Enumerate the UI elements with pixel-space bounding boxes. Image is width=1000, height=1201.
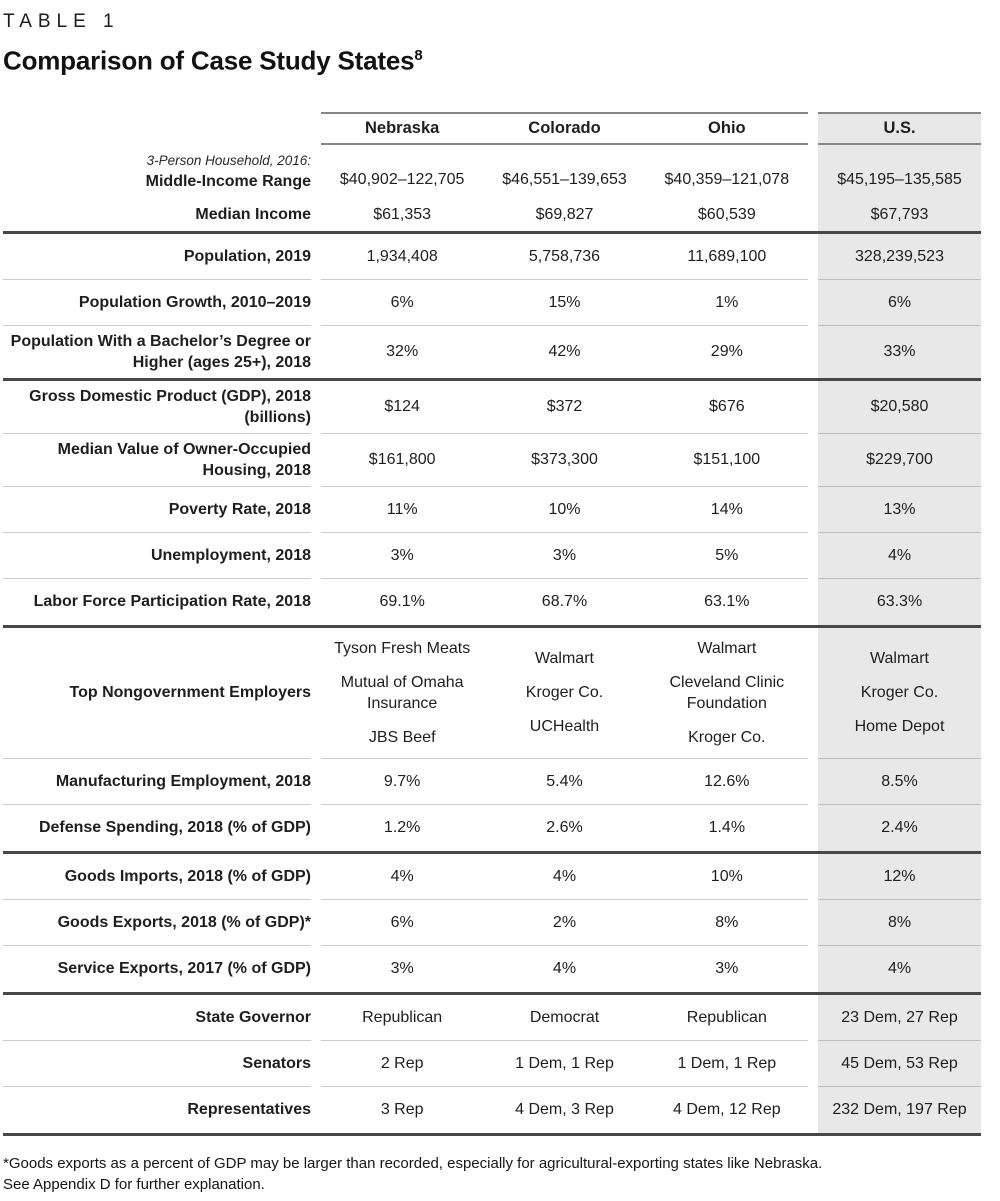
table-row xyxy=(3,579,981,625)
row-label xyxy=(3,579,311,625)
footnote-line-2: See Appendix D for further explanation. xyxy=(3,1175,265,1193)
row-label-text: Gross Domestic Product (GDP), 2018 (billions) xyxy=(29,387,311,426)
table-row xyxy=(3,280,981,326)
cell-colorado: 10% xyxy=(548,500,581,518)
column-gap xyxy=(808,854,818,900)
table-row xyxy=(3,234,981,280)
column-gap xyxy=(311,326,321,378)
cell-us: $20,580 xyxy=(818,381,981,434)
cell-colorado: 42% xyxy=(548,343,581,361)
cell-colorado: 3% xyxy=(552,546,577,564)
table-header-row xyxy=(3,112,981,145)
row-label xyxy=(3,1087,311,1133)
cell-nebraska xyxy=(321,628,483,758)
cell-colorado: 4% xyxy=(552,960,577,978)
section-divider xyxy=(3,1133,981,1136)
column-gap xyxy=(808,995,818,1041)
header-label-spacer xyxy=(3,112,311,145)
cell-nebraska: $161,800 xyxy=(368,451,436,469)
cell-colorado: 68.7% xyxy=(541,593,588,611)
cell-ohio: 8% xyxy=(715,913,739,931)
column-header-us: U.S. xyxy=(818,112,981,145)
state-value-cells xyxy=(321,900,808,946)
state-value-cells xyxy=(321,198,808,231)
row-label xyxy=(3,234,311,280)
cell-nebraska: 3 Rep xyxy=(380,1101,424,1119)
employer-item: Mutual of Omaha Insurance xyxy=(340,673,464,712)
row-label xyxy=(3,434,311,487)
state-value-cells xyxy=(321,854,808,900)
employer-list xyxy=(526,648,603,737)
column-gap xyxy=(311,628,321,759)
column-gap xyxy=(808,900,818,946)
table-row xyxy=(3,628,981,759)
column-gap xyxy=(808,579,818,625)
state-value-cells xyxy=(321,381,808,434)
row-label-text: Senators xyxy=(242,1054,311,1072)
cell-ohio: 3% xyxy=(715,960,739,978)
column-gap xyxy=(311,234,321,280)
table-row xyxy=(3,759,981,805)
column-gap xyxy=(311,487,321,533)
column-gap xyxy=(808,1087,818,1133)
cell-us: 2.4% xyxy=(818,805,981,851)
cell-colorado: 5,758,736 xyxy=(528,247,601,265)
column-gap xyxy=(808,946,818,992)
state-value-cells xyxy=(321,145,808,198)
column-gap xyxy=(311,995,321,1041)
state-value-cells xyxy=(321,628,808,759)
cell-colorado: $373,300 xyxy=(531,451,598,469)
cell-nebraska: Republican xyxy=(362,1008,443,1026)
cell-us xyxy=(818,628,981,759)
cell-us: 45 Dem, 53 Rep xyxy=(818,1041,981,1087)
state-value-cells xyxy=(321,1041,808,1087)
cell-us: $67,793 xyxy=(818,198,981,231)
employer-item: Walmart xyxy=(870,650,929,668)
row-caption: 3-Person Household, 2016: xyxy=(146,152,311,168)
row-label-text: Poverty Rate, 2018 xyxy=(168,500,311,518)
state-value-cells xyxy=(321,1087,808,1133)
cell-colorado: 4 Dem, 3 Rep xyxy=(515,1101,614,1119)
cell-us: 6% xyxy=(818,280,981,326)
table-row xyxy=(3,381,981,434)
cell-ohio: 63.1% xyxy=(704,593,750,611)
employer-item: Kroger Co. xyxy=(525,684,604,702)
cell-ohio: $676 xyxy=(709,398,745,416)
cell-ohio xyxy=(646,628,808,758)
column-gap xyxy=(808,628,818,759)
cell-ohio: $40,359–121,078 xyxy=(664,170,790,188)
column-gap xyxy=(311,579,321,625)
table-row xyxy=(3,995,981,1041)
cell-nebraska: 32% xyxy=(386,343,419,361)
column-gap xyxy=(808,198,818,231)
state-value-cells xyxy=(321,234,808,280)
employer-item: Cleveland Clinic Foundation xyxy=(669,673,785,712)
cell-us: 8.5% xyxy=(818,759,981,805)
row-label-text: Median Value of Owner-Occupied Housing, 2018 xyxy=(57,440,311,479)
column-gap xyxy=(311,1087,321,1133)
cell-colorado: 1 Dem, 1 Rep xyxy=(515,1054,614,1072)
cell-us: 4% xyxy=(818,533,981,579)
cell-us: 232 Dem, 197 Rep xyxy=(818,1087,981,1133)
comparison-table xyxy=(3,112,981,1136)
row-label xyxy=(3,280,311,326)
column-gap xyxy=(311,381,321,434)
cell-ohio: 14% xyxy=(710,500,743,518)
employer-item: UCHealth xyxy=(529,718,600,736)
state-value-cells xyxy=(321,280,808,326)
table-row xyxy=(3,1041,981,1087)
footnotes xyxy=(3,1153,981,1195)
cell-ohio: 4 Dem, 12 Rep xyxy=(673,1101,781,1119)
row-label-text: Service Exports, 2017 (% of GDP) xyxy=(57,960,311,978)
table-row xyxy=(3,854,981,900)
employer-item: Tyson Fresh Meats xyxy=(334,639,471,657)
column-header-ohio: Ohio xyxy=(708,118,746,137)
column-gap xyxy=(311,198,321,231)
cell-ohio: 11,689,100 xyxy=(687,247,767,265)
column-gap xyxy=(311,900,321,946)
cell-us: 63.3% xyxy=(818,579,981,625)
state-value-cells xyxy=(321,995,808,1041)
row-label xyxy=(3,145,311,198)
cell-nebraska: 9.7% xyxy=(383,772,421,790)
table-row xyxy=(3,145,981,198)
table-row xyxy=(3,198,981,231)
column-gap xyxy=(311,1041,321,1087)
row-label xyxy=(3,198,311,231)
column-gap xyxy=(311,946,321,992)
row-label-text: Median Income xyxy=(195,205,311,223)
state-value-cells xyxy=(321,759,808,805)
cell-ohio: 1 Dem, 1 Rep xyxy=(677,1054,777,1072)
state-columns-header xyxy=(321,112,808,145)
employer-list xyxy=(855,648,945,737)
row-label-text: Top Nongovernment Employers xyxy=(69,684,311,702)
row-label xyxy=(3,487,311,533)
row-label xyxy=(3,946,311,992)
cell-colorado: Democrat xyxy=(529,1008,600,1026)
cell-ohio: 1% xyxy=(715,293,739,311)
row-label-text: Middle-Income Range xyxy=(145,172,311,190)
row-label xyxy=(3,854,311,900)
cell-nebraska: 3% xyxy=(390,546,414,564)
footnote-line-1: *Goods exports as a percent of GDP may be larger than recorded, especially for agricultural-exporting states like Nebraska. xyxy=(3,1154,823,1172)
table-row xyxy=(3,1087,981,1133)
cell-nebraska: 3% xyxy=(390,960,414,978)
table-row xyxy=(3,805,981,851)
employer-list xyxy=(648,638,806,748)
row-label-text: Representatives xyxy=(187,1101,311,1119)
employer-list xyxy=(323,638,481,748)
row-label-text: Defense Spending, 2018 (% of GDP) xyxy=(38,819,311,837)
row-label-text: Population, 2019 xyxy=(183,247,311,265)
cell-colorado: $372 xyxy=(546,398,583,416)
employer-item: Walmart xyxy=(535,650,594,668)
column-header-nebraska: Nebraska xyxy=(365,118,440,137)
row-label xyxy=(3,628,311,759)
state-value-cells xyxy=(321,805,808,851)
table-number: TABLE 1 xyxy=(3,11,120,32)
state-value-cells xyxy=(321,579,808,625)
cell-colorado xyxy=(483,628,645,758)
row-label xyxy=(3,533,311,579)
cell-nebraska: 6% xyxy=(390,293,414,311)
page-title-text: Comparison of Case Study States xyxy=(3,45,415,76)
table-row xyxy=(3,946,981,992)
row-label xyxy=(3,805,311,851)
column-gap xyxy=(311,145,321,198)
cell-us: $229,700 xyxy=(818,434,981,487)
row-label-text: Population With a Bachelor’s Degree or Higher (ages 25+), 2018 xyxy=(10,332,311,371)
row-label xyxy=(3,995,311,1041)
table-row xyxy=(3,434,981,487)
table-row xyxy=(3,487,981,533)
cell-colorado: 2.6% xyxy=(546,819,583,837)
state-value-cells xyxy=(321,487,808,533)
cell-ohio: $60,539 xyxy=(697,205,756,223)
state-value-cells xyxy=(321,434,808,487)
row-label-text: State Governor xyxy=(195,1008,311,1026)
employer-item: Kroger Co. xyxy=(688,728,766,746)
cell-colorado: 2% xyxy=(552,913,577,931)
employer-item: Walmart xyxy=(697,639,757,657)
row-label xyxy=(3,759,311,805)
column-gap xyxy=(311,805,321,851)
cell-ohio: 5% xyxy=(715,546,739,564)
cell-nebraska: $40,902–122,705 xyxy=(339,170,465,188)
cell-colorado: 5.4% xyxy=(546,772,583,790)
employer-item: Home Depot xyxy=(854,718,945,736)
cell-colorado: 15% xyxy=(548,293,581,311)
footnote-reference: 8 xyxy=(414,47,423,64)
row-label-text: Goods Exports, 2018 (% of GDP)* xyxy=(57,913,311,931)
state-value-cells xyxy=(321,533,808,579)
cell-nebraska: $61,353 xyxy=(373,205,432,223)
cell-us: 33% xyxy=(818,326,981,378)
cell-ohio: 1.4% xyxy=(708,819,746,837)
table-row xyxy=(3,326,981,378)
column-gap xyxy=(311,759,321,805)
column-gap xyxy=(808,434,818,487)
row-label-text: Unemployment, 2018 xyxy=(150,546,311,564)
cell-ohio: 12.6% xyxy=(704,772,750,790)
cell-nebraska: 1,934,408 xyxy=(366,247,438,265)
cell-us: 12% xyxy=(818,854,981,900)
page-title xyxy=(3,40,1000,77)
cell-nebraska: 69.1% xyxy=(379,593,425,611)
cell-nebraska: 2 Rep xyxy=(380,1054,424,1072)
row-label xyxy=(3,326,311,378)
cell-nebraska: $124 xyxy=(384,398,420,416)
cell-us: 4% xyxy=(818,946,981,992)
row-label xyxy=(3,381,311,434)
column-gap xyxy=(808,381,818,434)
cell-ohio: Republican xyxy=(686,1008,767,1026)
cell-us: 23 Dem, 27 Rep xyxy=(818,995,981,1041)
cell-nebraska: 6% xyxy=(390,913,414,931)
column-gap xyxy=(311,112,321,145)
cell-us: 13% xyxy=(818,487,981,533)
column-gap xyxy=(808,112,818,145)
employer-item: JBS Beef xyxy=(368,728,436,746)
cell-ohio: 29% xyxy=(710,343,743,361)
row-label-text: Labor Force Participation Rate, 2018 xyxy=(33,593,311,611)
column-gap xyxy=(311,434,321,487)
column-gap xyxy=(808,487,818,533)
table-row xyxy=(3,900,981,946)
column-gap xyxy=(808,759,818,805)
cell-ohio: $151,100 xyxy=(693,451,761,469)
column-gap xyxy=(808,145,818,198)
column-header-colorado: Colorado xyxy=(528,118,601,137)
cell-colorado: $69,827 xyxy=(535,205,594,223)
table-row xyxy=(3,533,981,579)
column-gap xyxy=(311,533,321,579)
column-gap xyxy=(808,533,818,579)
row-label xyxy=(3,1041,311,1087)
cell-nebraska: 4% xyxy=(390,867,414,885)
cell-colorado: $46,551–139,653 xyxy=(502,170,627,188)
employer-item: Kroger Co. xyxy=(860,684,939,702)
cell-nebraska: 1.2% xyxy=(383,819,421,837)
cell-ohio: 10% xyxy=(710,867,743,885)
row-label-text: Manufacturing Employment, 2018 xyxy=(55,772,311,790)
column-gap xyxy=(808,280,818,326)
cell-us: 328,239,523 xyxy=(818,234,981,280)
cell-colorado: 4% xyxy=(552,867,577,885)
row-label-text: Goods Imports, 2018 (% of GDP) xyxy=(64,867,311,885)
cell-us: $45,195–135,585 xyxy=(818,145,981,198)
cell-us: 8% xyxy=(818,900,981,946)
column-gap xyxy=(311,854,321,900)
state-value-cells xyxy=(321,946,808,992)
row-label xyxy=(3,900,311,946)
cell-nebraska: 11% xyxy=(386,500,418,518)
column-gap xyxy=(808,1041,818,1087)
column-gap xyxy=(808,326,818,378)
table-body xyxy=(3,145,981,1136)
column-gap xyxy=(311,280,321,326)
column-gap xyxy=(808,805,818,851)
state-value-cells xyxy=(321,326,808,378)
column-gap xyxy=(808,234,818,280)
row-label-text: Population Growth, 2010–2019 xyxy=(78,293,311,311)
